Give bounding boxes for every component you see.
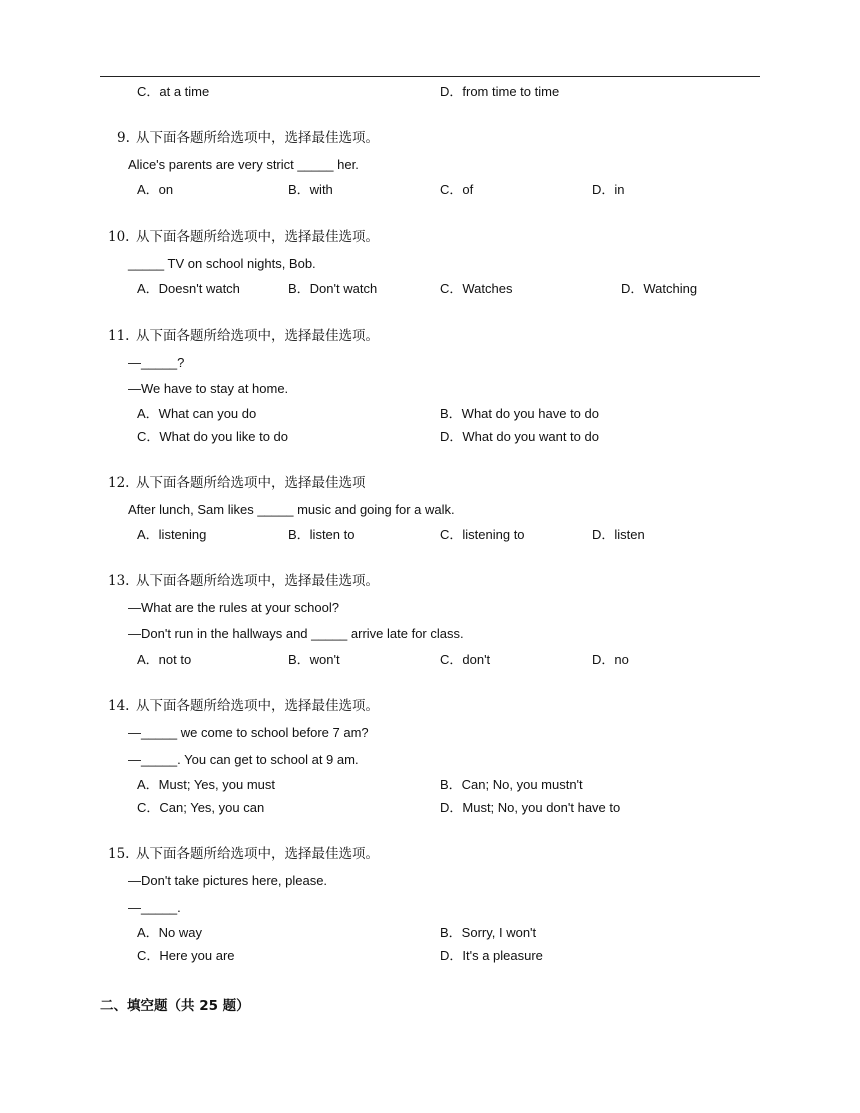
- question-text: —Don't take pictures here, please.: [128, 873, 328, 888]
- option-d: D．in: [592, 182, 625, 197]
- question-number: 12.: [108, 475, 130, 491]
- question-number: 14.: [108, 698, 130, 714]
- question-prompt: 从下面各题所给选项中，选择最佳选项。: [136, 229, 379, 245]
- question-text: —What are the rules at your school?: [128, 600, 339, 615]
- option-a: A．not to: [137, 652, 192, 667]
- question-text: —Don't run in the hallways and _____ arrive late for class.: [128, 626, 464, 641]
- option-c: C．What do you like to do: [137, 429, 289, 444]
- option-b: B．won't: [288, 652, 340, 667]
- option-b: B．Don't watch: [288, 281, 378, 296]
- option-a: A．Doesn't watch: [137, 281, 240, 296]
- question-prompt: 从下面各题所给选项中，选择最佳选项。: [136, 698, 379, 714]
- option-b: B．with: [288, 182, 333, 197]
- question-text: —_____. You can get to school at 9 am.: [128, 752, 359, 767]
- option-d: D．from time to time: [440, 84, 560, 99]
- option-d: D．What do you want to do: [440, 429, 599, 444]
- option-c: C．Here you are: [137, 948, 235, 963]
- option-c: C．listening to: [440, 527, 525, 542]
- option-c: C．Can; Yes, you can: [137, 800, 265, 815]
- option-d: D．It's a pleasure: [440, 948, 543, 963]
- option-a: A．No way: [137, 925, 203, 940]
- question-prompt: 从下面各题所给选项中，选择最佳选项: [136, 475, 366, 491]
- question-text: After lunch, Sam likes _____ music and going for a walk.: [128, 502, 455, 517]
- question-number: 15.: [108, 846, 130, 862]
- option-d: D．listen: [592, 527, 645, 542]
- question-text: —_____ we come to school before 7 am?: [128, 725, 369, 740]
- option-a: A．Must; Yes, you must: [137, 777, 276, 792]
- question-text: _____ TV on school nights, Bob.: [128, 256, 316, 271]
- option-b: B．Sorry, I won't: [440, 925, 537, 940]
- question-number: 13.: [108, 573, 130, 589]
- question-prompt: 从下面各题所给选项中，选择最佳选项。: [136, 846, 379, 862]
- question-number: 11.: [108, 328, 130, 344]
- option-b: B．What do you have to do: [440, 406, 599, 421]
- option-c: C．don't: [440, 652, 491, 667]
- option-a: A．listening: [137, 527, 207, 542]
- question-prompt: 从下面各题所给选项中，选择最佳选项。: [136, 328, 379, 344]
- question-number: 10.: [108, 229, 130, 245]
- option-b: B．listen to: [288, 527, 355, 542]
- question-prompt: 从下面各题所给选项中，选择最佳选项。: [136, 130, 379, 146]
- option-d: D．Watching: [621, 281, 698, 296]
- question-prompt: 从下面各题所给选项中，选择最佳选项。: [136, 573, 379, 589]
- question-number: 9.: [117, 130, 130, 146]
- option-a: A．on: [137, 182, 174, 197]
- option-c: C．at a time: [137, 84, 210, 99]
- option-d: D．no: [592, 652, 629, 667]
- option-d: D．Must; No, you don't have to: [440, 800, 621, 815]
- option-b: B．Can; No, you mustn't: [440, 777, 583, 792]
- question-text: —_____.: [128, 900, 181, 915]
- option-c: C．Watches: [440, 281, 513, 296]
- question-text: —We have to stay at home.: [128, 381, 289, 396]
- section-heading: 二、填空题（共 25 题）: [100, 998, 250, 1014]
- option-a: A．What can you do: [137, 406, 257, 421]
- top-rule: [100, 76, 760, 77]
- question-text: Alice's parents are very strict _____ her.: [128, 157, 359, 172]
- question-text: —_____?: [128, 355, 185, 370]
- option-c: C．of: [440, 182, 474, 197]
